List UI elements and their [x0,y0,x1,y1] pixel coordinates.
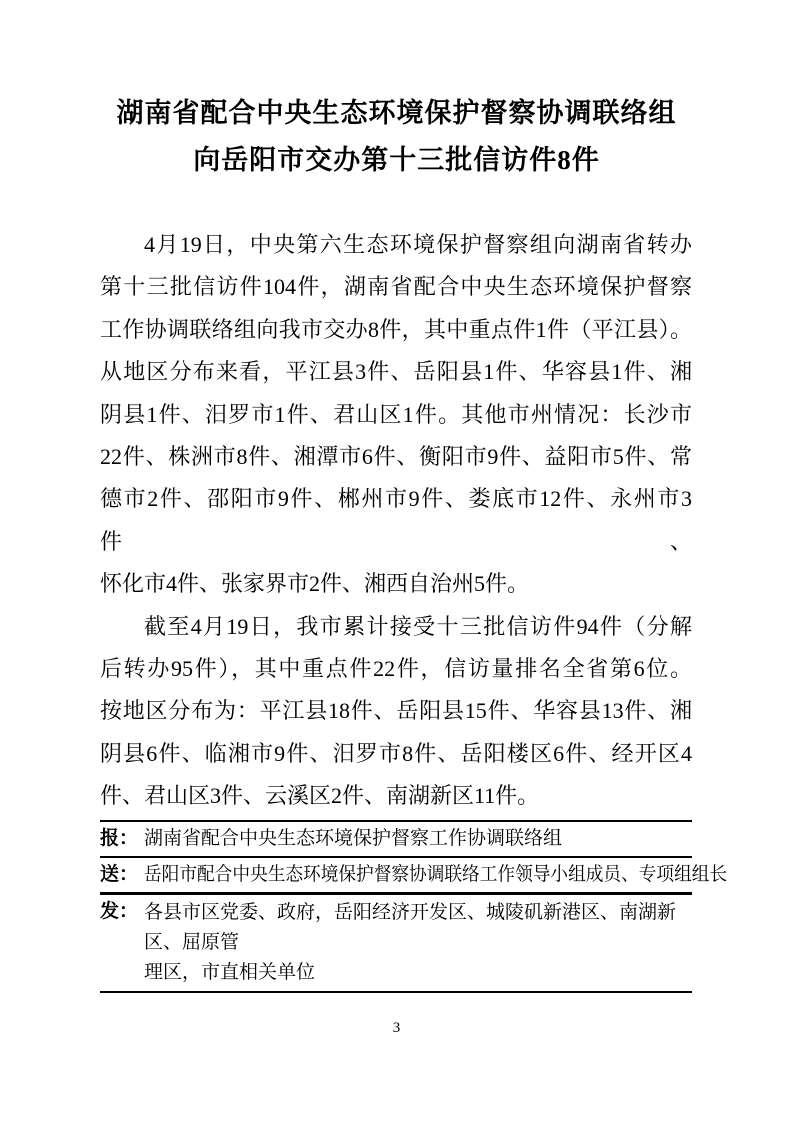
body-line: 4月19日，中央第六生态环境保护督察组向湖南省转办 [144,232,692,257]
document-body [100,224,692,818]
body-line: 后转办95件），其中重点件22件，信访量排名全省第6位。 [100,656,692,682]
document-title [0,90,793,184]
send-to-text: 岳阳市配合中央生态环境保护督察协调联络工作领导小组成员、专项组组长 [144,864,728,885]
title-line-1: 湖南省配合中央生态环境保护督察协调联络组 [116,98,677,128]
issue-to-line-1: 各县市区党委、政府，岳阳经济开发区、城陵矶新港区、南湖新区、屈原管 [144,902,677,953]
body-line: 截至4月19日，我市累计接受十三批信访件94件（分解 [144,613,692,639]
title-line-2: 向岳阳市交办第十三批信访件8件 [193,145,600,175]
body-line: 第十三批信访件104件，湖南省配合中央生态环境保护督察 [100,274,692,300]
issue-to-line-2: 理区，市直相关单位 [144,962,316,983]
page-number: 3 [392,1020,401,1036]
paragraph-1 [100,224,692,606]
report-to-row [100,820,692,856]
body-line: 怀化市4件、张家界市2件、湘西自治州5件。 [100,571,530,597]
send-to-label: 送： [100,864,139,885]
body-line: 从地区分布来看，平江县3件、岳阳县1件、华容县1件、湘 [100,359,692,385]
issue-to-row [100,892,692,991]
distribution-block [100,820,728,993]
body-line: 件、君山区3件、云溪区2件、南湖新区11件。 [100,783,540,809]
body-line: 工作协调联络组向我市交办8件，其中重点件1件（平江县）。 [100,316,692,342]
body-line: 22件、株洲市8件、湘潭市6件、衡阳市9件、益阳市5件、常 [100,444,692,470]
issue-to-label: 发： [100,901,139,922]
paragraph-2 [100,606,692,818]
body-line: 阴县1件、汨罗市1件、君山区1件。其他市州情况：长沙市 [100,401,692,427]
send-to-row [100,856,728,892]
report-to-text: 湖南省配合中央生态环境保护督察工作协调联络组 [144,828,563,849]
body-line: 按地区分布为：平江县18件、岳阳县15件、华容县13件、湘 [100,698,692,724]
issue-to-text [144,898,692,988]
report-to-label: 报： [100,828,139,849]
body-line: 德市2件、邵阳市9件、郴州市9件、娄底市12件、永州市3件、 [100,486,692,554]
body-line: 阴县6件、临湘市9件、汨罗市8件、岳阳楼区6件、经开区4 [100,740,692,766]
